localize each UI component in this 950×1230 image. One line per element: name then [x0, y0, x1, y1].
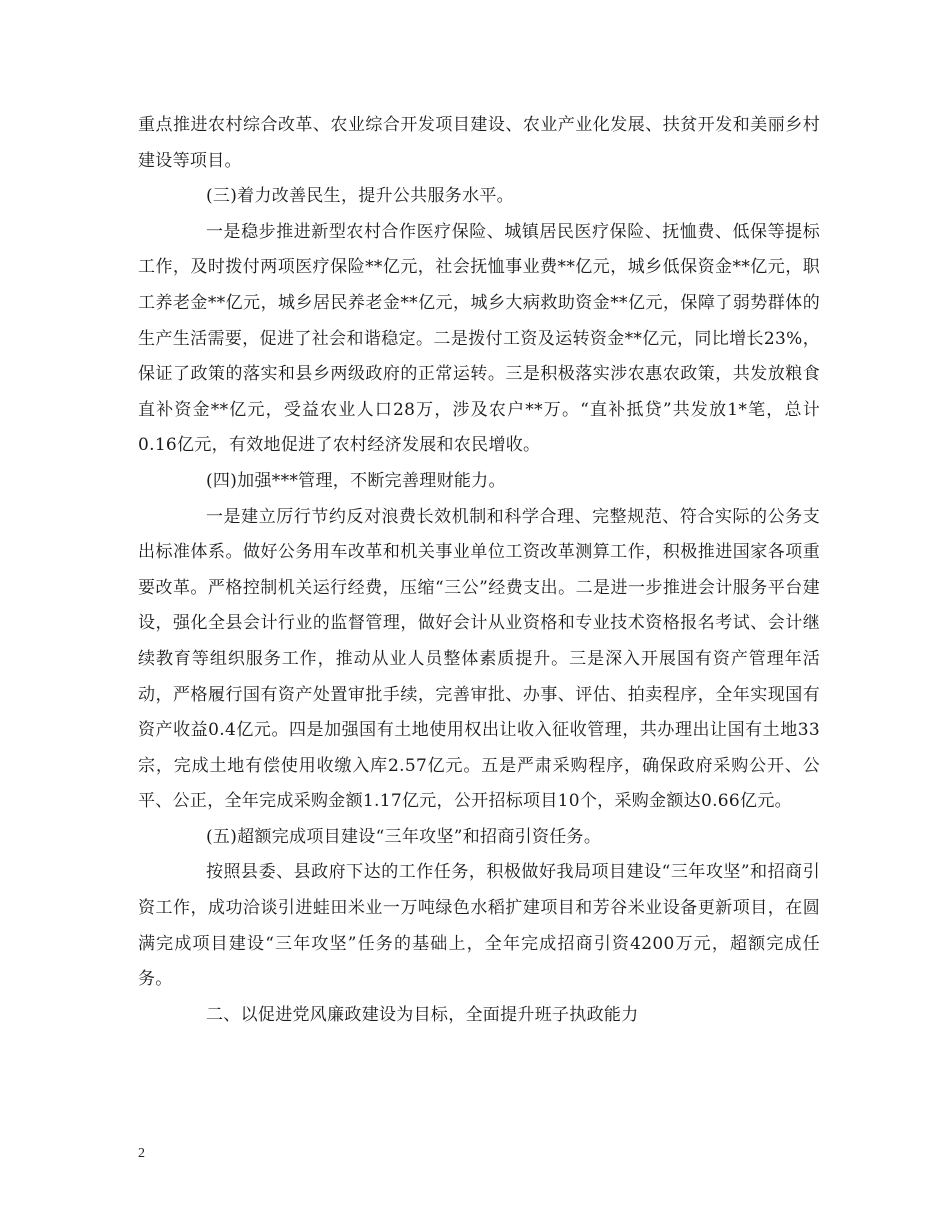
section-heading-5: (五)超额完成项目建设“三年攻坚”和招商引资任务。 [206, 826, 602, 847]
paragraph-projects: 按照县委、县政府下达的工作任务，积极做好我局项目建设“三年攻坚”和招商引资工作，成功洽谈引进蛙田米业一万吨绿色水稻扩建项目和芳谷米业设备更新项目，在圆满完成项目建设“三年攻坚”任务的基础上，全年完成招商引资4200万元，超额完成任务。 [138, 862, 820, 990]
section-heading-4: (四)加强***管理，不断完善理财能力。 [206, 470, 506, 491]
document-body [138, 108, 820, 1033]
paragraph-livelihood: 一是稳步推进新型农村合作医疗保险、城镇居民医疗保险、抚恤费、低保等提标工作，及时拨付两项医疗保险**亿元，社会抚恤事业费**亿元，城乡低保资金**亿元，职工养老金**亿元，城乡居民养老金**亿元，城乡大病救助资金**亿元，保障了弱势群体的生产生活需要，促进了社会和谐稳定。二是拨付工资及运转资金**亿元，同比增长23%，保证了政策的落实和县乡两级政府的正常运转。三是积极落实涉农惠农政策，共发放粮食直补资金**亿元，受益农业人口28万，涉及农户**万。“直补抵贷”共发放1*笔，总计0.16亿元，有效地促进了农村经济发展和农民增收。 [138, 221, 820, 456]
section-heading-3: (三)着力改善民生，提升公共服务水平。 [206, 186, 514, 207]
paragraph-management: 一是建立厉行节约反对浪费长效机制和科学合理、完整规范、符合实际的公务支出标准体系。做好公务用车改革和机关事业单位工资改革测算工作，积极推进国家各项重要改革。严格控制机关运行经费，压缩“三公”经费支出。二是进一步推进会计服务平台建设，强化全县会计行业的监督管理，做好会计从业资格和专业技术资格报名考试、会计继续教育等组织服务工作，推动从业人员整体素质提升。三是深入开展国有资产管理年活动，严格履行国有资产处置审批手续，完善审批、办事、评估、拍卖程序，全年实现国有资产收益0.4亿元。四是加强国有土地使用权出让收入征收管理，共办理出让国有土地33宗，完成土地有偿使用收缴入库2.57亿元。五是严肃采购程序，确保政府采购公开、公平、公正，全年完成采购金额1.17亿元，公开招标项目10个，采购金额达0.66亿元。 [138, 506, 820, 812]
page-number: 2 [138, 1146, 145, 1161]
paragraph-continuation: 重点推进农村综合改革、农业综合开发项目建设、农业产业化发展、扶贫开发和美丽乡村建设等项目。 [138, 115, 820, 171]
chapter-heading-2: 二、以促进党风廉政建设为目标，全面提升班子执政能力 [206, 1004, 639, 1025]
